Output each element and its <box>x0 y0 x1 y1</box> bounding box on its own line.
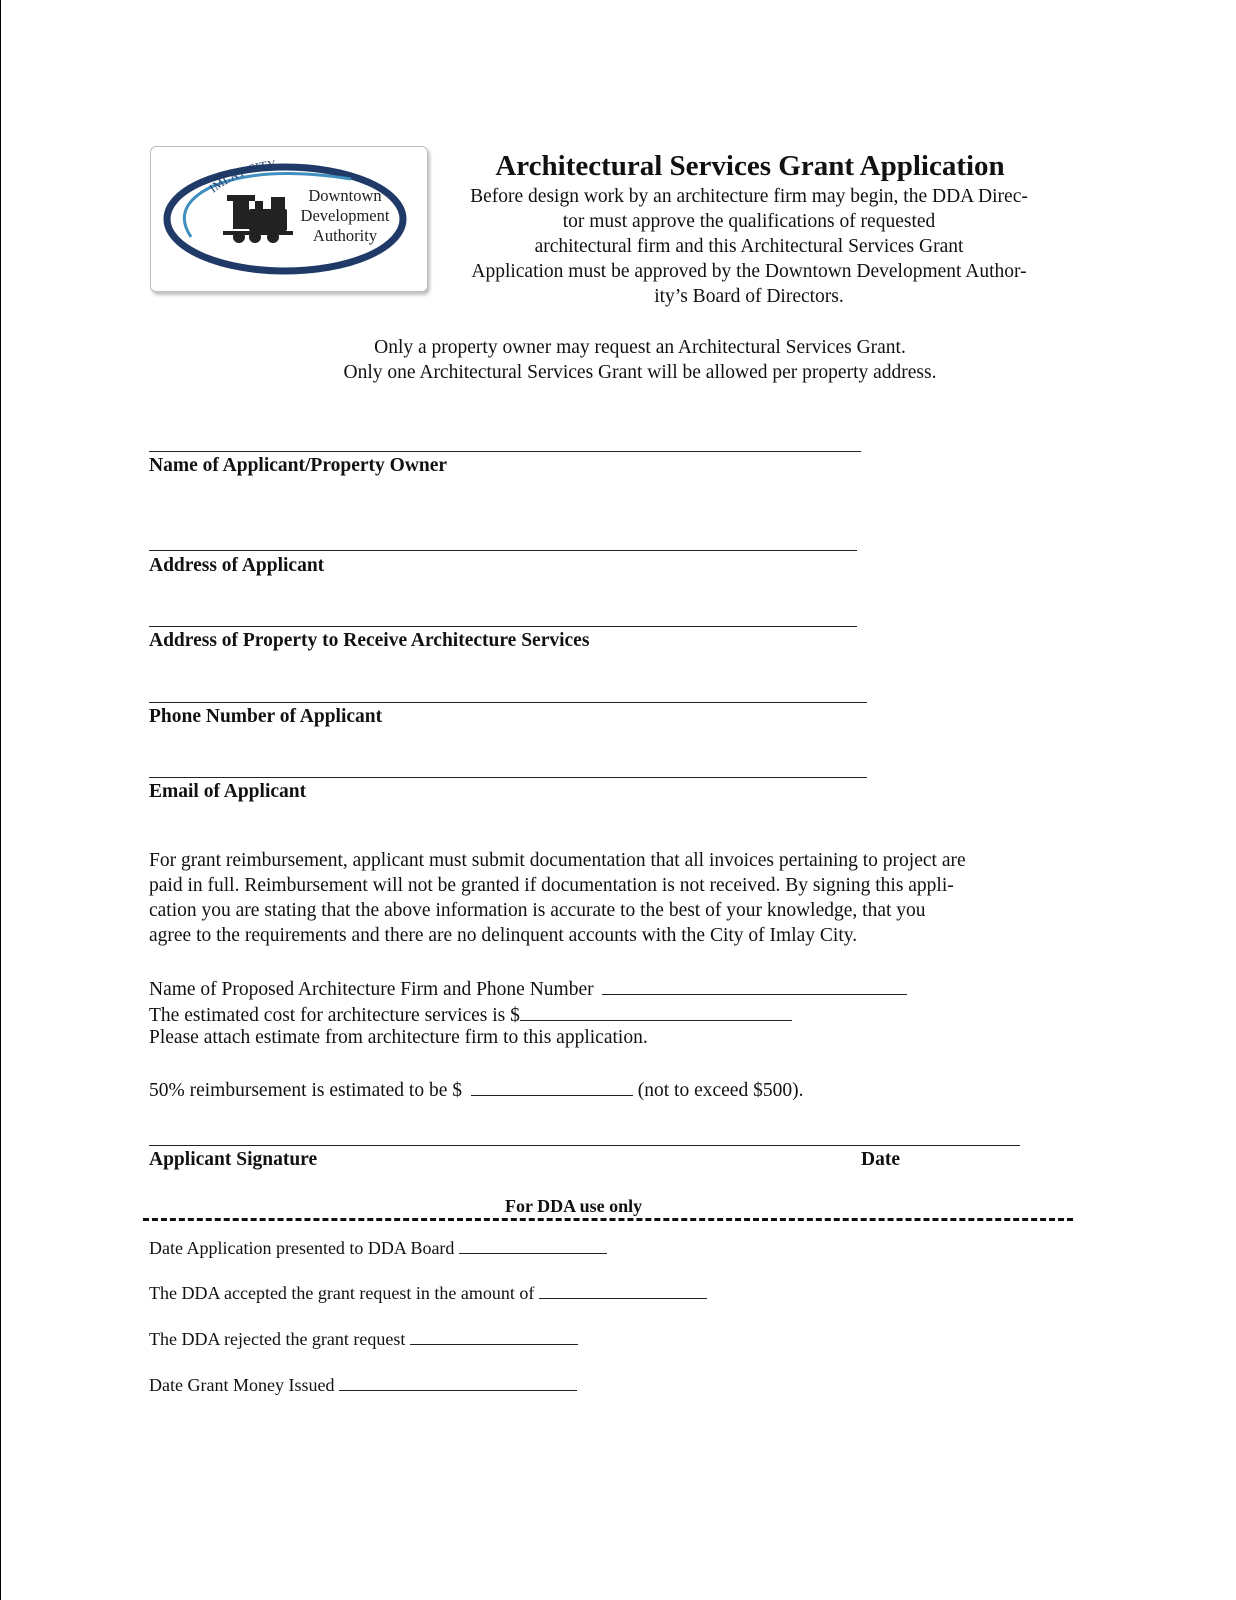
address-field-line[interactable] <box>149 550 857 551</box>
document-title: Architectural Services Grant Application <box>495 150 1005 182</box>
reimbursement-label: 50% reimbursement is estimated to be $ <box>149 1080 463 1101</box>
dda-rejected-line <box>149 1326 578 1350</box>
logo-line: Authority <box>312 226 378 245</box>
terms-line: paid in full. Reimbursement will not be granted if documentation is not received. By signing this appli- <box>149 875 954 896</box>
attach-line: Please attach estimate from architecture firm to this application. <box>149 1027 648 1048</box>
address-field-label: Address of Applicant <box>149 555 325 576</box>
intro-line: ity’s Board of Directors. <box>654 286 844 307</box>
terms-line: cation you are stating that the above information is accurate to the best of your knowledge, that you <box>149 900 926 921</box>
signature-line[interactable] <box>149 1145 1020 1146</box>
dda-presented-line <box>149 1235 607 1259</box>
page-left-border <box>0 0 1 1600</box>
phone-field-line[interactable] <box>149 702 867 703</box>
terms-line: agree to the requirements and there are no delinquent accounts with the City of Imlay City. <box>149 925 858 946</box>
dda-use-only-header: For DDA use only <box>505 1196 643 1216</box>
dda-issued-line <box>149 1372 577 1396</box>
reimbursement-blank[interactable] <box>471 1077 633 1096</box>
date-label: Date <box>861 1149 900 1170</box>
dda-rejected-label: The DDA rejected the grant request <box>149 1329 406 1349</box>
firm-line <box>149 976 907 1001</box>
notice-line: Only a property owner may request an Architectural Services Grant. <box>374 337 906 358</box>
property-field-label: Address of Property to Receive Architecture Services <box>149 630 590 651</box>
dda-accepted-blank[interactable] <box>539 1280 707 1299</box>
dda-issued-blank[interactable] <box>339 1372 577 1391</box>
email-field-label: Email of Applicant <box>149 781 307 802</box>
dda-issued-label: Date Grant Money Issued <box>149 1375 335 1395</box>
dda-presented-blank[interactable] <box>459 1235 607 1254</box>
firm-blank[interactable] <box>602 976 907 995</box>
reimbursement-terms <box>149 848 1079 948</box>
logo-arc-text: IMLAY CITY <box>206 157 277 196</box>
cost-blank[interactable] <box>520 1002 792 1021</box>
dda-accepted-line <box>149 1280 707 1304</box>
reimbursement-line <box>149 1077 803 1102</box>
email-field-line[interactable] <box>149 777 867 778</box>
intro-line: architectural firm and this Architectural Services Grant <box>534 236 964 257</box>
eligibility-notice <box>150 335 1130 385</box>
intro-line: tor must approve the qualifications of requested <box>562 211 936 232</box>
property-field-line[interactable] <box>149 626 857 627</box>
intro-line: Before design work by an architecture firm may begin, the DDA Direc- <box>470 186 1028 207</box>
dda-section-divider <box>143 1218 1073 1221</box>
terms-line: For grant reimbursement, applicant must submit documentation that all invoices pertaining to project are <box>149 850 966 871</box>
logo-text <box>297 186 393 246</box>
dda-rejected-blank[interactable] <box>410 1326 578 1345</box>
notice-line: Only one Architectural Services Grant will be allowed per property address. <box>343 362 937 383</box>
dda-presented-label: Date Application presented to DDA Board <box>149 1238 455 1258</box>
dda-accepted-label: The DDA accepted the grant request in the amount of <box>149 1283 535 1303</box>
logo-line: Downtown <box>308 186 382 205</box>
cost-label: The estimated cost for architecture services is $ <box>149 1005 520 1026</box>
signature-label: Applicant Signature <box>149 1149 318 1170</box>
name-field-label: Name of Applicant/Property Owner <box>149 455 448 476</box>
intro-text <box>433 184 1065 309</box>
locomotive-icon <box>223 195 293 243</box>
firm-label: Name of Proposed Architecture Firm and Phone Number <box>149 979 594 1000</box>
intro-line: Application must be approved by the Downtown Development Author- <box>471 261 1027 282</box>
imlay-city-dda-logo <box>150 146 428 292</box>
phone-field-label: Phone Number of Applicant <box>149 706 383 727</box>
cost-line <box>149 1002 792 1027</box>
name-field-line[interactable] <box>149 451 861 452</box>
logo-line: Development <box>300 206 390 225</box>
reimbursement-cap: (not to exceed $500). <box>637 1080 804 1101</box>
